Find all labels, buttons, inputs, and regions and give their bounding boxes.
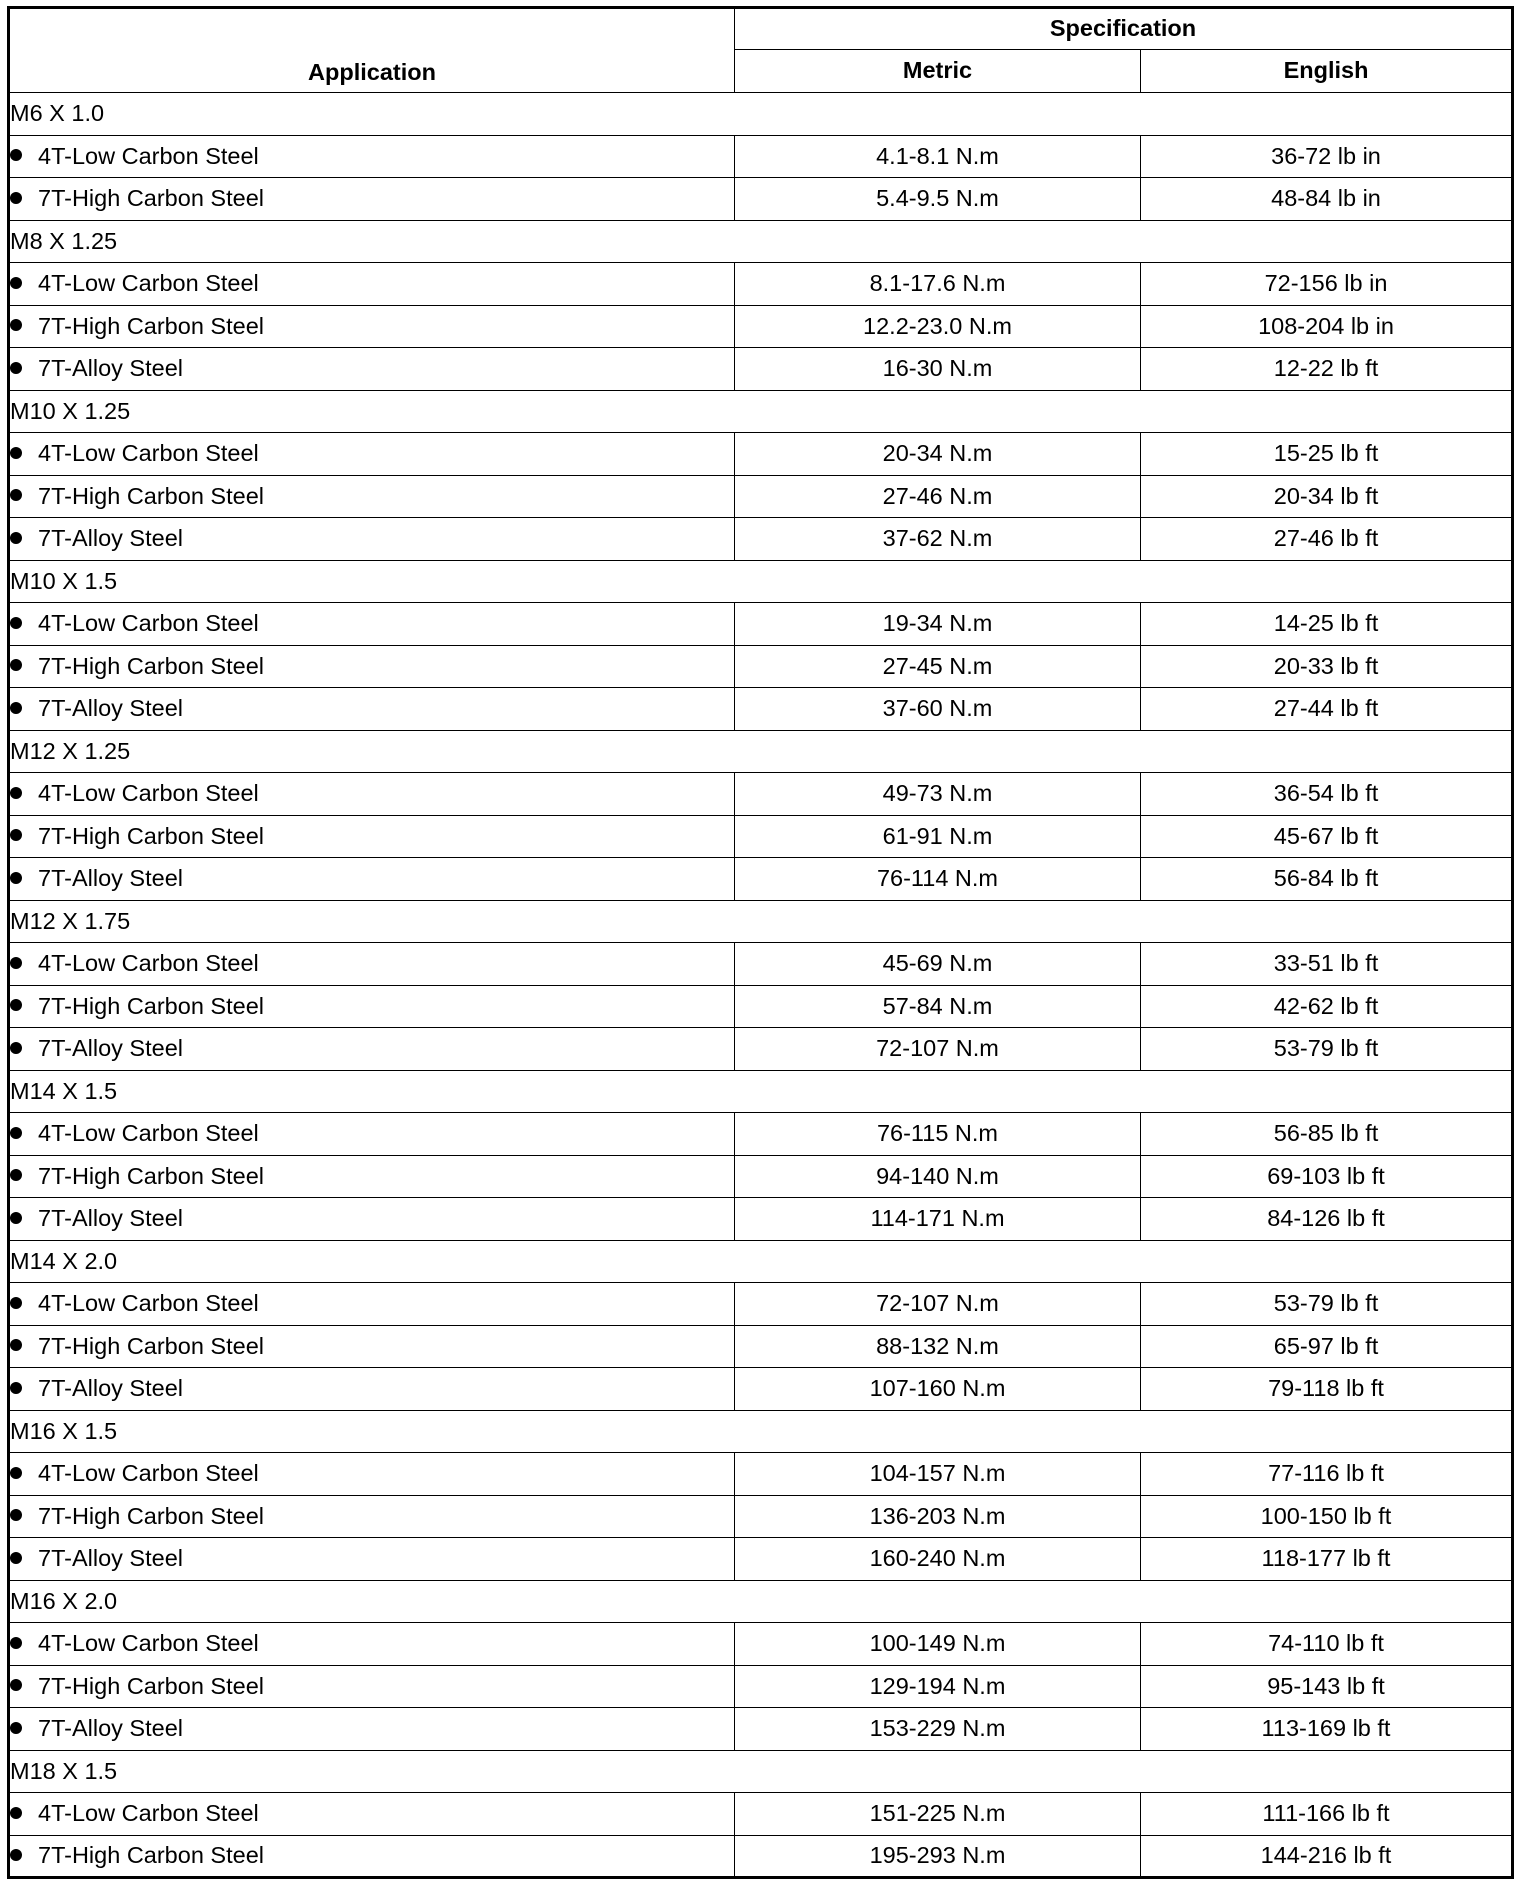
- application-label: 7T-Alloy Steel: [38, 1035, 183, 1061]
- application-label: 7T-Alloy Steel: [38, 695, 183, 721]
- english-value: 69-103 lb ft: [1141, 1155, 1513, 1198]
- english-value: 118-177 lb ft: [1141, 1538, 1513, 1581]
- bullet-icon: [10, 532, 22, 544]
- table-row: [9, 1538, 1513, 1581]
- english-value: 42-62 lb ft: [1141, 985, 1513, 1028]
- application-label: 4T-Low Carbon Steel: [38, 1290, 259, 1316]
- application-label: 4T-Low Carbon Steel: [38, 440, 259, 466]
- application-label: 7T-High Carbon Steel: [38, 1672, 264, 1699]
- application-label: 7T-High Carbon Steel: [38, 312, 264, 339]
- metric-value: 160-240 N.m: [735, 1538, 1141, 1581]
- group-row: [9, 730, 1513, 773]
- application-cell: [9, 1368, 735, 1411]
- bullet-icon: [10, 787, 22, 799]
- application-cell: [9, 518, 735, 561]
- table-row: [9, 1793, 1513, 1836]
- application-cell: [9, 1495, 735, 1538]
- application-label: 7T-High Carbon Steel: [38, 185, 264, 211]
- metric-value: 37-60 N.m: [735, 688, 1141, 731]
- thread-size-label: M14 X 2.0: [9, 1240, 1513, 1283]
- application-cell: [9, 348, 735, 391]
- application-cell: [9, 263, 735, 306]
- thread-size-label: M12 X 1.25: [9, 730, 1513, 773]
- table-row: [9, 433, 1513, 476]
- application-label: 7T-High Carbon Steel: [38, 482, 264, 509]
- table-row: [9, 773, 1513, 816]
- group-row: [9, 93, 1513, 136]
- english-value: 20-33 lb ft: [1141, 645, 1513, 688]
- group-row: [9, 1580, 1513, 1623]
- bullet-icon: [10, 1212, 22, 1224]
- application-cell: [9, 858, 735, 901]
- english-value: 12-22 lb ft: [1141, 348, 1513, 391]
- english-value: 27-44 lb ft: [1141, 688, 1513, 731]
- english-value: 20-34 lb ft: [1141, 475, 1513, 518]
- bullet-icon: [10, 957, 22, 969]
- bullet-icon: [10, 277, 22, 289]
- table-row: [9, 518, 1513, 561]
- application-cell: [9, 305, 735, 348]
- metric-header: Metric: [735, 50, 1141, 93]
- group-row: [9, 1750, 1513, 1793]
- bullet-icon: [10, 1552, 22, 1564]
- bullet-icon: [10, 1722, 22, 1734]
- table-row: [9, 348, 1513, 391]
- application-label: 7T-High Carbon Steel: [38, 652, 264, 679]
- bullet-icon: [10, 1679, 22, 1691]
- metric-value: 153-229 N.m: [735, 1708, 1141, 1751]
- bullet-icon: [10, 1637, 22, 1649]
- application-cell: [9, 1708, 735, 1751]
- bullet-icon: [10, 829, 22, 841]
- specification-header: Specification: [735, 8, 1513, 50]
- table-row: [9, 1028, 1513, 1071]
- english-value: 14-25 lb ft: [1141, 603, 1513, 646]
- group-row: [9, 1070, 1513, 1113]
- metric-value: 114-171 N.m: [735, 1198, 1141, 1241]
- bullet-icon: [10, 1127, 22, 1139]
- bullet-icon: [10, 999, 22, 1011]
- table-row: [9, 943, 1513, 986]
- application-label: 4T-Low Carbon Steel: [38, 1460, 259, 1486]
- bullet-icon: [10, 1467, 22, 1479]
- bullet-icon: [10, 702, 22, 714]
- table-row: [9, 263, 1513, 306]
- metric-value: 12.2-23.0 N.m: [735, 305, 1141, 348]
- metric-value: 37-62 N.m: [735, 518, 1141, 561]
- application-label: 7T-Alloy Steel: [38, 1205, 183, 1231]
- application-label: 7T-High Carbon Steel: [38, 822, 264, 849]
- bullet-icon: [10, 1849, 22, 1861]
- application-cell: [9, 475, 735, 518]
- application-cell: [9, 985, 735, 1028]
- application-cell: [9, 1835, 735, 1878]
- application-cell: [9, 1113, 735, 1156]
- english-value: 36-72 lb in: [1141, 135, 1513, 178]
- application-cell: [9, 1028, 735, 1071]
- metric-value: 195-293 N.m: [735, 1835, 1141, 1878]
- application-label: 7T-High Carbon Steel: [38, 992, 264, 1019]
- metric-value: 27-45 N.m: [735, 645, 1141, 688]
- application-label: 4T-Low Carbon Steel: [38, 780, 259, 806]
- bullet-icon: [10, 659, 22, 671]
- group-row: [9, 1410, 1513, 1453]
- thread-size-label: M10 X 1.25: [9, 390, 1513, 433]
- table-row: [9, 305, 1513, 348]
- bullet-icon: [10, 872, 22, 884]
- thread-size-label: M14 X 1.5: [9, 1070, 1513, 1113]
- table-row: [9, 1708, 1513, 1751]
- english-value: 15-25 lb ft: [1141, 433, 1513, 476]
- application-label: 7T-High Carbon Steel: [38, 1162, 264, 1189]
- application-cell: [9, 1198, 735, 1241]
- application-cell: [9, 433, 735, 476]
- english-value: 144-216 lb ft: [1141, 1835, 1513, 1878]
- group-row: [9, 390, 1513, 433]
- thread-size-label: M16 X 1.5: [9, 1410, 1513, 1453]
- table-row: [9, 1453, 1513, 1496]
- english-value: 77-116 lb ft: [1141, 1453, 1513, 1496]
- application-label: 4T-Low Carbon Steel: [38, 1120, 259, 1146]
- metric-value: 49-73 N.m: [735, 773, 1141, 816]
- application-label: 4T-Low Carbon Steel: [38, 1800, 259, 1826]
- thread-size-label: M6 X 1.0: [9, 93, 1513, 136]
- thread-size-label: M18 X 1.5: [9, 1750, 1513, 1793]
- application-cell: [9, 688, 735, 731]
- metric-value: 61-91 N.m: [735, 815, 1141, 858]
- metric-value: 8.1-17.6 N.m: [735, 263, 1141, 306]
- table-header: [9, 8, 1513, 93]
- bullet-icon: [10, 319, 22, 331]
- bullet-icon: [10, 192, 22, 204]
- application-cell: [9, 1325, 735, 1368]
- header-row-top: [9, 8, 1513, 50]
- english-value: 48-84 lb in: [1141, 178, 1513, 221]
- english-value: 65-97 lb ft: [1141, 1325, 1513, 1368]
- table-body: [9, 93, 1513, 1878]
- metric-value: 151-225 N.m: [735, 1793, 1141, 1836]
- table-row: [9, 1325, 1513, 1368]
- application-cell: [9, 1155, 735, 1198]
- bullet-icon: [10, 149, 22, 161]
- english-value: 56-84 lb ft: [1141, 858, 1513, 901]
- english-value: 108-204 lb in: [1141, 305, 1513, 348]
- english-value: 113-169 lb ft: [1141, 1708, 1513, 1751]
- bullet-icon: [10, 1382, 22, 1394]
- bullet-icon: [10, 1042, 22, 1054]
- english-value: 45-67 lb ft: [1141, 815, 1513, 858]
- table-row: [9, 688, 1513, 731]
- bullet-icon: [10, 1807, 22, 1819]
- bullet-icon: [10, 362, 22, 374]
- application-cell: [9, 1665, 735, 1708]
- application-label: 7T-Alloy Steel: [38, 355, 183, 381]
- application-label: 7T-High Carbon Steel: [38, 1502, 264, 1529]
- metric-value: 88-132 N.m: [735, 1325, 1141, 1368]
- table-row: [9, 645, 1513, 688]
- english-value: 100-150 lb ft: [1141, 1495, 1513, 1538]
- english-value: 111-166 lb ft: [1141, 1793, 1513, 1836]
- group-row: [9, 560, 1513, 603]
- english-value: 72-156 lb in: [1141, 263, 1513, 306]
- table-row: [9, 1283, 1513, 1326]
- metric-value: 4.1-8.1 N.m: [735, 135, 1141, 178]
- bullet-icon: [10, 1169, 22, 1181]
- metric-value: 76-115 N.m: [735, 1113, 1141, 1156]
- english-value: 27-46 lb ft: [1141, 518, 1513, 561]
- application-cell: [9, 815, 735, 858]
- table-row: [9, 1368, 1513, 1411]
- metric-value: 129-194 N.m: [735, 1665, 1141, 1708]
- bullet-icon: [10, 1509, 22, 1521]
- english-value: 53-79 lb ft: [1141, 1028, 1513, 1071]
- metric-value: 104-157 N.m: [735, 1453, 1141, 1496]
- metric-value: 72-107 N.m: [735, 1028, 1141, 1071]
- metric-value: 16-30 N.m: [735, 348, 1141, 391]
- english-value: 84-126 lb ft: [1141, 1198, 1513, 1241]
- application-cell: [9, 178, 735, 221]
- thread-size-label: M12 X 1.75: [9, 900, 1513, 943]
- table-row: [9, 815, 1513, 858]
- thread-size-label: M16 X 2.0: [9, 1580, 1513, 1623]
- bullet-icon: [10, 1339, 22, 1351]
- metric-value: 100-149 N.m: [735, 1623, 1141, 1666]
- table-row: [9, 603, 1513, 646]
- table-row: [9, 178, 1513, 221]
- metric-value: 76-114 N.m: [735, 858, 1141, 901]
- metric-value: 57-84 N.m: [735, 985, 1141, 1028]
- bullet-icon: [10, 1297, 22, 1309]
- torque-spec-table: [7, 6, 1514, 1879]
- application-label: 7T-Alloy Steel: [38, 865, 183, 891]
- application-label: 7T-Alloy Steel: [38, 1545, 183, 1571]
- application-cell: [9, 1283, 735, 1326]
- bullet-icon: [10, 447, 22, 459]
- metric-value: 27-46 N.m: [735, 475, 1141, 518]
- thread-size-label: M10 X 1.5: [9, 560, 1513, 603]
- application-cell: [9, 1793, 735, 1836]
- application-header: Application: [9, 8, 735, 93]
- application-cell: [9, 1453, 735, 1496]
- english-header: English: [1141, 50, 1513, 93]
- table-row: [9, 135, 1513, 178]
- application-label: 4T-Low Carbon Steel: [38, 142, 259, 169]
- table-row: [9, 1113, 1513, 1156]
- application-label: 7T-Alloy Steel: [38, 1715, 183, 1741]
- application-label: 7T-High Carbon Steel: [38, 1332, 264, 1359]
- metric-value: 20-34 N.m: [735, 433, 1141, 476]
- english-value: 53-79 lb ft: [1141, 1283, 1513, 1326]
- application-label: 4T-Low Carbon Steel: [38, 1630, 259, 1656]
- bullet-icon: [10, 489, 22, 501]
- metric-value: 72-107 N.m: [735, 1283, 1141, 1326]
- table-row: [9, 858, 1513, 901]
- application-cell: [9, 943, 735, 986]
- application-label: 4T-Low Carbon Steel: [38, 270, 259, 296]
- group-row: [9, 900, 1513, 943]
- application-label: 7T-Alloy Steel: [38, 525, 183, 551]
- english-value: 33-51 lb ft: [1141, 943, 1513, 986]
- english-value: 74-110 lb ft: [1141, 1623, 1513, 1666]
- application-cell: [9, 773, 735, 816]
- table-row: [9, 1155, 1513, 1198]
- application-cell: [9, 135, 735, 178]
- metric-value: 19-34 N.m: [735, 603, 1141, 646]
- table-row: [9, 1835, 1513, 1878]
- table-row: [9, 1665, 1513, 1708]
- group-row: [9, 1240, 1513, 1283]
- group-row: [9, 220, 1513, 263]
- application-cell: [9, 1623, 735, 1666]
- application-cell: [9, 1538, 735, 1581]
- table-row: [9, 1198, 1513, 1241]
- table-row: [9, 1623, 1513, 1666]
- metric-value: 136-203 N.m: [735, 1495, 1141, 1538]
- application-cell: [9, 603, 735, 646]
- metric-value: 107-160 N.m: [735, 1368, 1141, 1411]
- english-value: 36-54 lb ft: [1141, 773, 1513, 816]
- english-value: 56-85 lb ft: [1141, 1113, 1513, 1156]
- bullet-icon: [10, 617, 22, 629]
- english-value: 95-143 lb ft: [1141, 1665, 1513, 1708]
- table-row: [9, 1495, 1513, 1538]
- application-label: 7T-High Carbon Steel: [38, 1842, 264, 1868]
- english-value: 79-118 lb ft: [1141, 1368, 1513, 1411]
- table-row: [9, 985, 1513, 1028]
- metric-value: 45-69 N.m: [735, 943, 1141, 986]
- application-label: 4T-Low Carbon Steel: [38, 610, 259, 636]
- table-row: [9, 475, 1513, 518]
- thread-size-label: M8 X 1.25: [9, 220, 1513, 263]
- application-label: 4T-Low Carbon Steel: [38, 950, 259, 976]
- application-cell: [9, 645, 735, 688]
- metric-value: 94-140 N.m: [735, 1155, 1141, 1198]
- metric-value: 5.4-9.5 N.m: [735, 178, 1141, 221]
- application-label: 7T-Alloy Steel: [38, 1375, 183, 1401]
